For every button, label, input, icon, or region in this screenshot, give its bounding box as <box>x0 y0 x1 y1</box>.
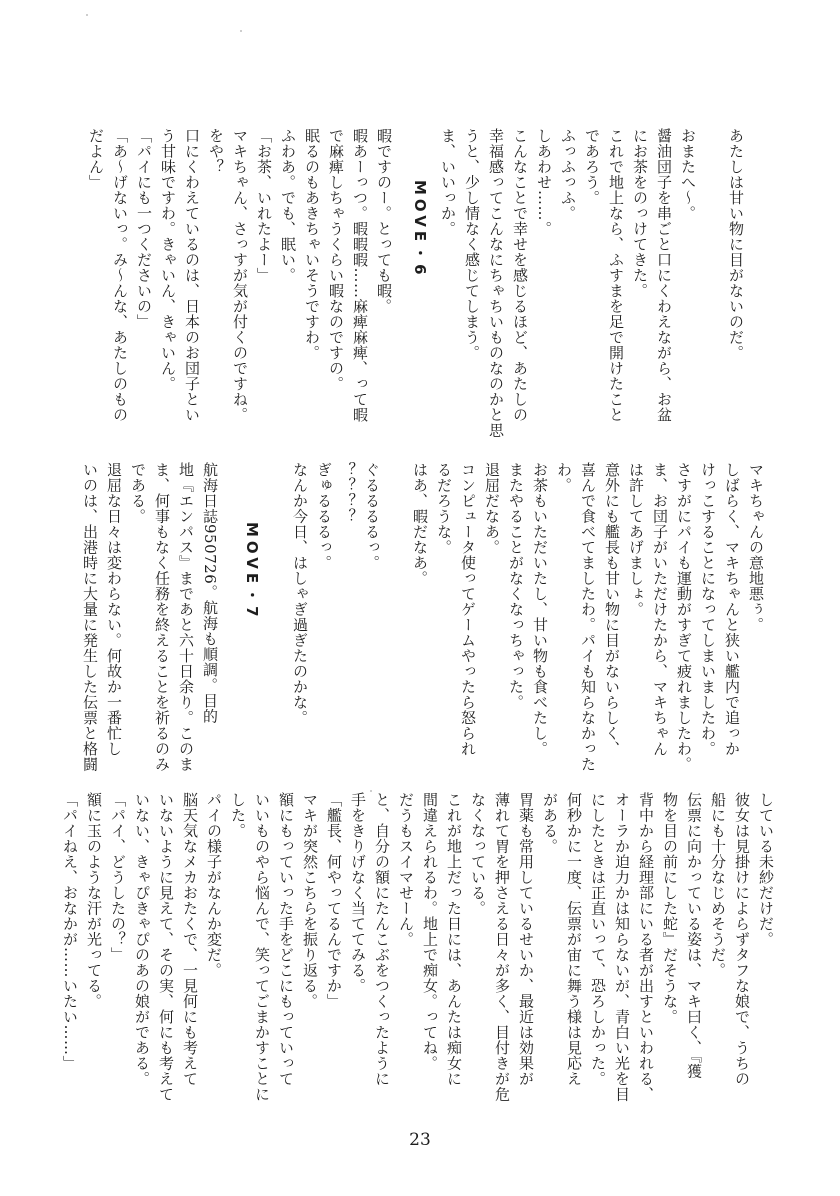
text-line: 「あ〜げないっ。み〜んな、あたしのもの <box>111 128 129 423</box>
text-line <box>384 462 408 732</box>
text-line: は許してあげましょ。 <box>627 462 645 617</box>
text-line: ま、何事もなく任務を終えることを祈るのみ <box>153 462 171 772</box>
text-line: 退屈だなあ。 <box>483 462 501 555</box>
text-line: 船にも十分なじめそうだ。 <box>709 792 727 978</box>
text-line: コンピュータ使ってゲームやったら怒られ <box>459 462 477 757</box>
section-heading-move-7: MOVE・7 <box>243 522 261 621</box>
text-line: 何秒かに一度、伝票が宙に舞う様は見応え <box>565 792 583 1087</box>
text-line: 「お茶、いれたよー」 <box>255 128 273 283</box>
text-block-middle-left <box>78 462 222 772</box>
text-line: こんなことで幸せを感じるほど、あたしの <box>511 128 529 423</box>
text-line: 薄れて胃を押さえる日々が多く、目付きが危 <box>493 792 511 1102</box>
text-line: ぎゅるるるっ。 <box>315 462 333 571</box>
text-line: おまたへ〜。 <box>679 128 697 221</box>
text-line: だうもスイマせーん。 <box>397 792 415 947</box>
text-line: している未紗だけだ。 <box>757 792 775 947</box>
text-line: 「パイにも一つくださいの」 <box>135 128 153 330</box>
text-line: 「パイねえ、おなかが……いたい……」 <box>61 792 79 1071</box>
text-line: マキが突然こちらを振り返る。 <box>301 792 319 1009</box>
page-number: 23 <box>409 1130 431 1150</box>
text-line: 口にくわえているのは、日本のお団子とい <box>183 128 201 423</box>
text-line: 地『エンパス』まであと六十日余り。このま <box>177 462 195 772</box>
section-heading-move-6: MOVE・6 <box>411 180 429 279</box>
text-line: 暇ですのー。とっても暇。 <box>375 128 393 314</box>
text-line: なくなっている。 <box>469 792 487 916</box>
text-line: 額にもっていった手をどこにもっていって <box>277 792 295 1087</box>
text-line: さすがにパイも運動がすぎて疲れましたわ。 <box>675 462 693 772</box>
text-line: これが地上だった日には、あんたは痴女に <box>445 792 463 1087</box>
text-line: マキちゃんの意地悪ぅ。 <box>747 462 765 633</box>
text-line: ま、いいっか。 <box>439 128 457 237</box>
text-line: ぐるるるるっ。 <box>363 462 381 571</box>
text-line: 額に玉のような汗が光ってる。 <box>85 792 103 1009</box>
scan-speck <box>240 30 242 32</box>
text-line: と、自分の額にたんこぶをつくったように <box>373 792 391 1087</box>
text-line: 喜んで食べてましたわ。パイも知らなかった <box>579 462 597 772</box>
text-line: 手をきりげなく当ててみる。 <box>349 792 367 994</box>
text-line: だよん」 <box>87 128 105 190</box>
text-line: 暇あーっつ。暇暇暇……麻痺麻痺、って暇 <box>351 128 369 423</box>
text-line: ふわあ。でも、眠い。 <box>279 128 297 283</box>
text-line: あたしは甘い物に目がないのだ。 <box>727 128 745 361</box>
text-line: これで地上なら、ふすまを足で開けたこと <box>607 128 625 423</box>
text-line: いないように見えて、その実、何にも考えて <box>157 792 175 1102</box>
text-line: 退屈な日々は変わらない。何故か一番忙し <box>105 462 123 757</box>
text-line: はあ、暇だなあ。 <box>411 462 429 586</box>
text-line: 背中から経理部にいる者が出すといわれる、 <box>637 792 655 1102</box>
text-line: うと、少し情なく感じてしまう。 <box>463 128 481 361</box>
text-line: しばらく、マキちゃんと狭い艦内で追っか <box>723 462 741 757</box>
text-line: 幸福感ってこんなにちゃちいものなのかと思 <box>487 128 505 438</box>
text-line: にお茶をのっけてきた。 <box>631 128 649 299</box>
text-line: 脳天気なメカおたくで、一見何にも考えて <box>181 792 199 1087</box>
text-block-top-left <box>84 128 396 423</box>
text-line: した。 <box>229 792 247 839</box>
text-block-middle-right <box>288 462 768 772</box>
text-line: お茶もいただいたし、甘い物も食べたし。 <box>531 462 549 757</box>
text-line: であろう。 <box>583 128 601 206</box>
text-line: ？？？？ <box>339 462 357 524</box>
text-line: をや？ <box>207 128 225 175</box>
text-line: いいものやら悩んで、笑ってごまかすことに <box>253 792 271 1102</box>
text-block-bottom <box>58 792 778 1102</box>
text-line: う甘味ですわ。きゃいん、きゃいん。 <box>159 128 177 392</box>
text-line: マキちゃん、さっすが気が付くのですね。 <box>231 128 249 423</box>
text-line: 「パイ、どうしたの？」 <box>109 792 127 963</box>
text-line: オーラか迫力かは知らないが、青白い光を目 <box>613 792 631 1102</box>
text-line: である。 <box>129 462 147 524</box>
text-line: 眠るのもあきちゃいそうですわ。 <box>303 128 321 361</box>
text-line: パイの様子がなんか変だ。 <box>205 792 223 978</box>
text-line: わ。 <box>555 462 573 493</box>
text-line: 醤油団子を串ごと口にくわえながら、お盆 <box>655 128 673 423</box>
text-line: 航海日誌950726。航海も順調。目的 <box>201 462 219 724</box>
text-line: 伝票に向かっている姿は、マキ曰く、『獲 <box>685 792 703 1079</box>
scan-speck <box>86 14 88 16</box>
text-line: しあわせ……。 <box>535 128 553 237</box>
text-block-top-right <box>436 128 748 438</box>
text-line: けっこすることになってしまいましたわ。 <box>699 462 717 757</box>
text-line: がある。 <box>541 792 559 854</box>
text-line: またやることがなくなっちゃった。 <box>507 462 525 710</box>
text-line: るだろうな。 <box>435 462 453 555</box>
text-line: ふっふっふ。 <box>559 128 577 221</box>
text-line: 「艦長、何やってるんですか」 <box>325 792 343 1009</box>
scan-speck <box>370 790 372 792</box>
text-line: いのは、出港時に大量に発生した伝票と格闘 <box>81 462 99 772</box>
text-line: 間違えられるわ。地上で痴女。ってね。 <box>421 792 439 1071</box>
text-line: ま、お団子がいただけたから、マキちゃん <box>651 462 669 757</box>
text-line: いない、きゃぴきゃぴのあの娘がである。 <box>133 792 151 1087</box>
text-line: なんか今日、はしゃぎ過ぎたのかな。 <box>291 462 309 726</box>
text-line <box>700 128 724 398</box>
text-line: にしたときは正直いって、恐ろしかった。 <box>589 792 607 1087</box>
text-line: 彼女は見掛けによらずタフな娘で、うちの <box>733 792 751 1087</box>
text-line: 物を目の前にした蛇』だそうな。 <box>661 792 679 1025</box>
text-line: 意外にも艦長も甘い物に目がないらしく、 <box>603 462 621 757</box>
text-line: 胃薬も常用しているせいか、最近は効果が <box>517 792 535 1087</box>
text-line: で麻痺しちゃうくらい暇なのですの。 <box>327 128 345 392</box>
